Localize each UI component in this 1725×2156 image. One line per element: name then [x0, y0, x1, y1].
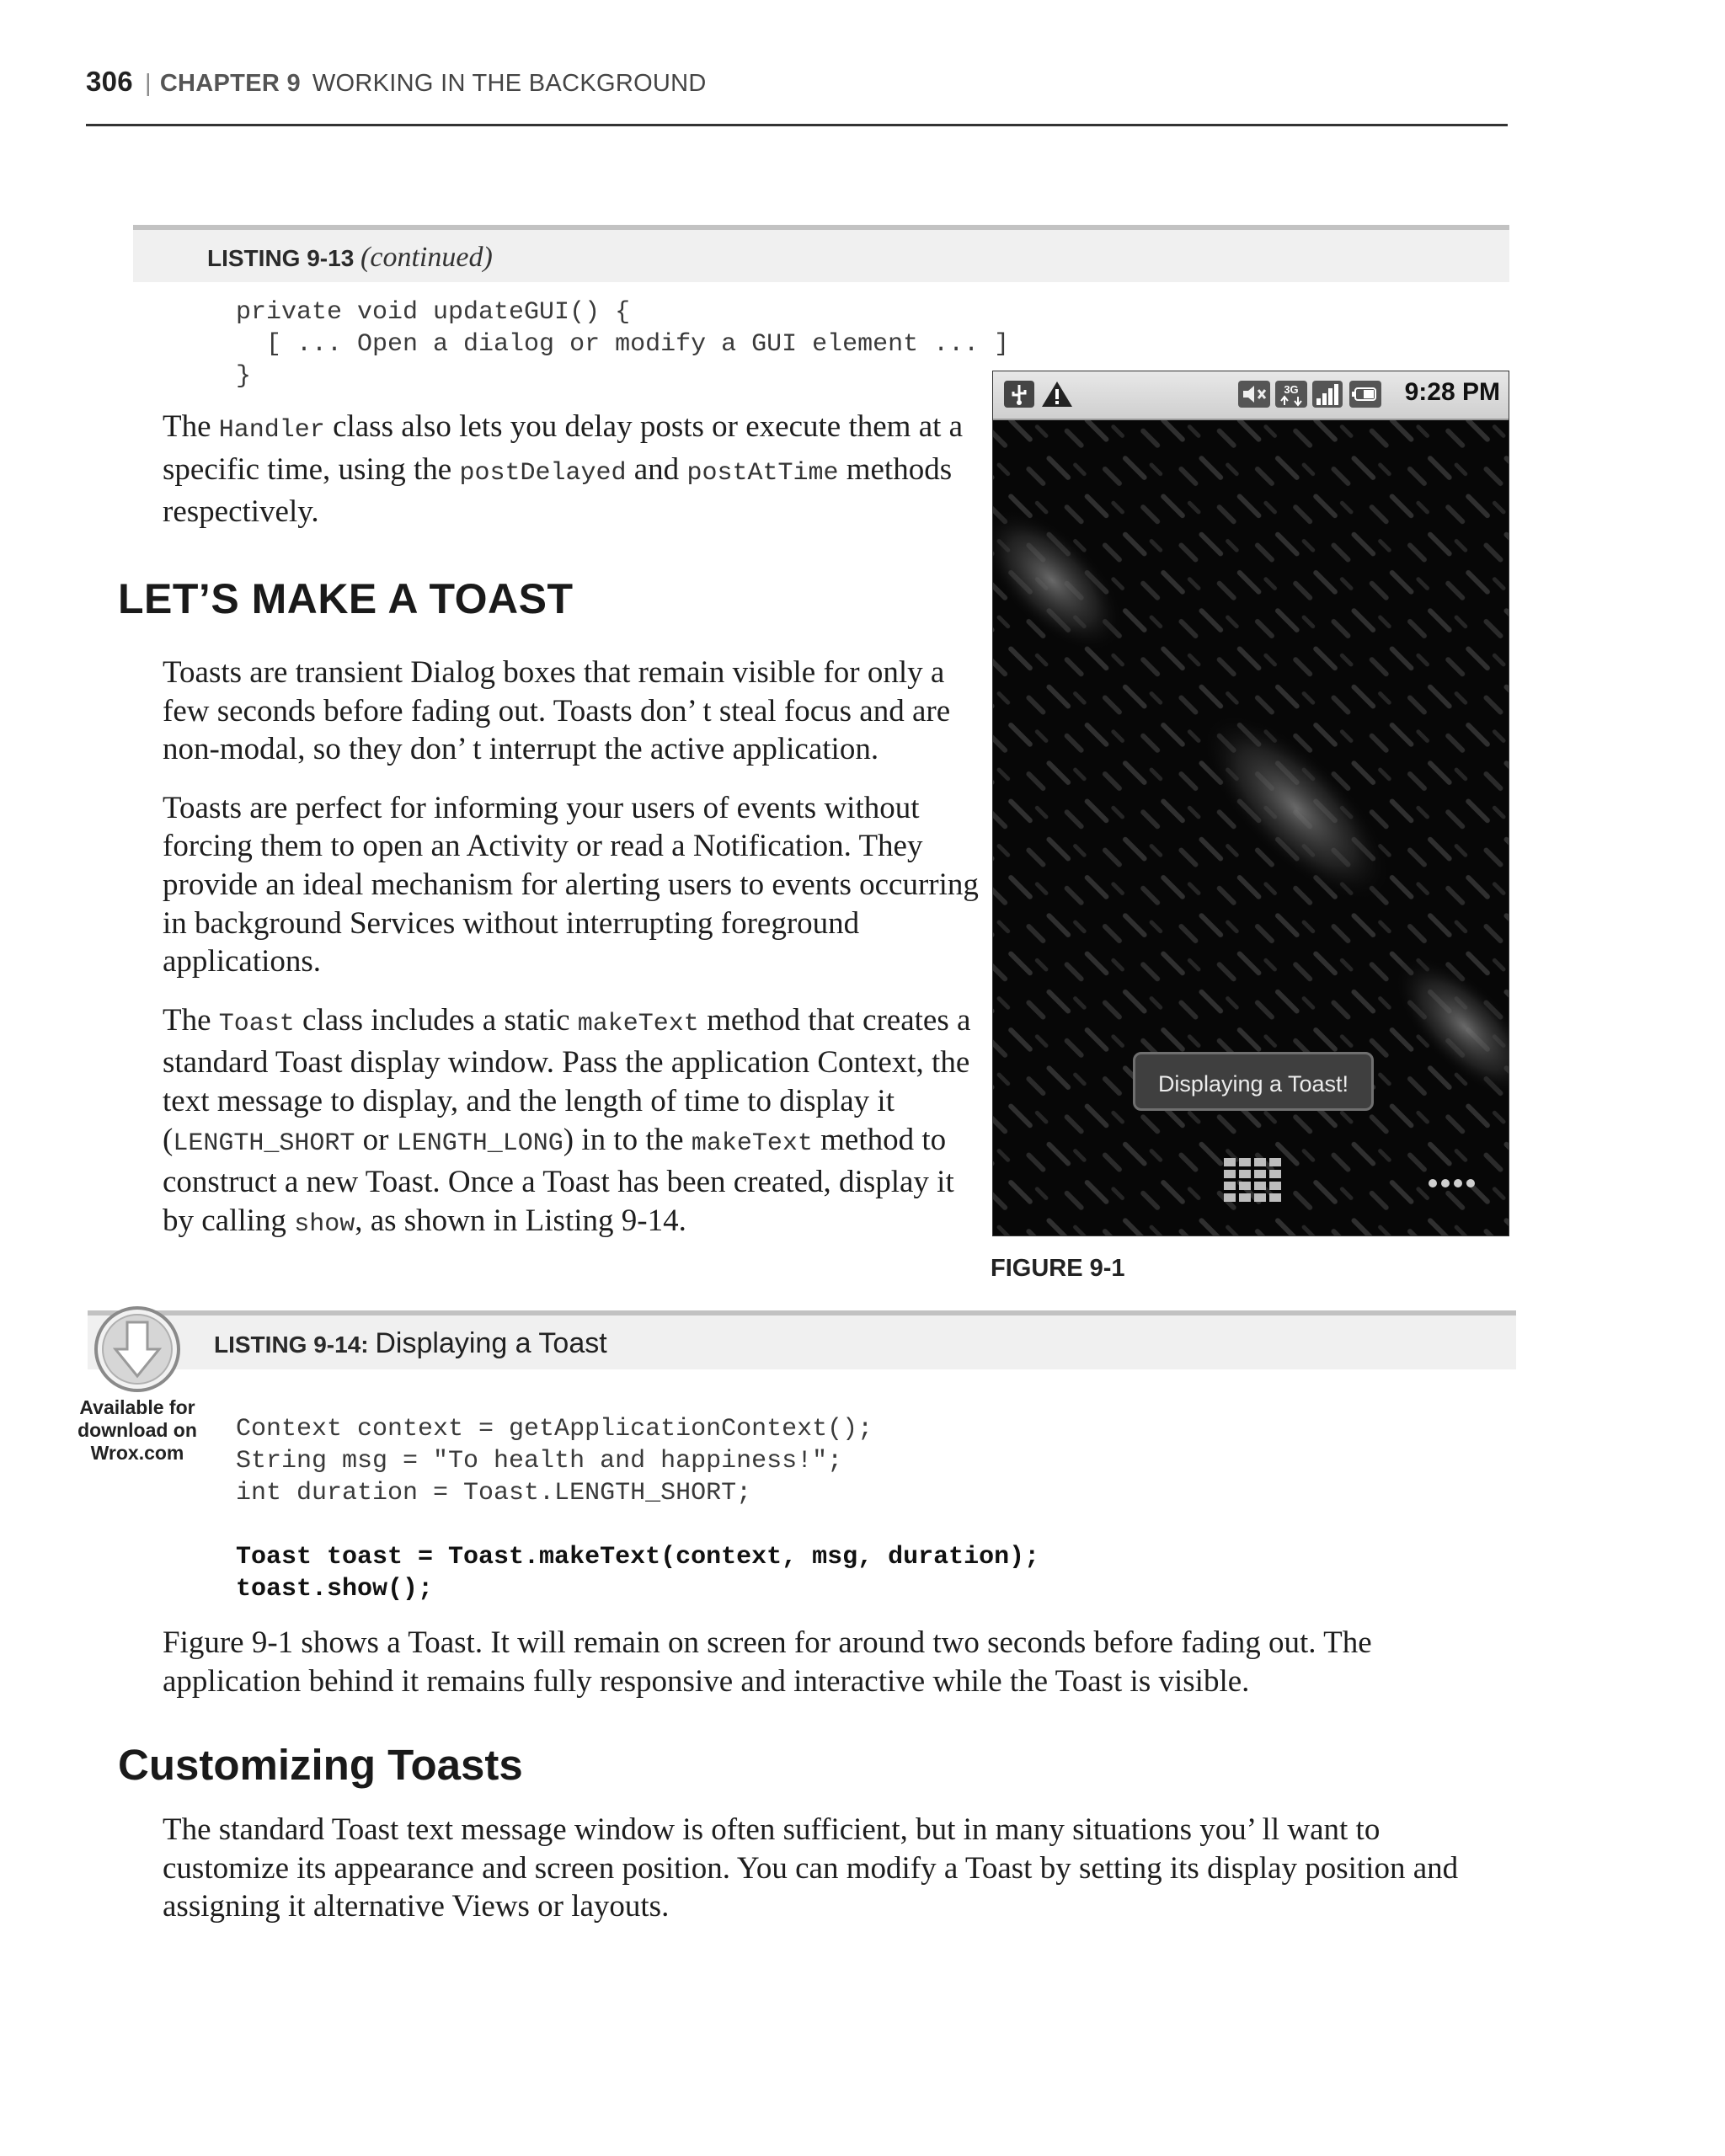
- svg-text:3G: 3G: [1284, 383, 1299, 396]
- inline-code: postDelayed: [459, 458, 627, 488]
- warning-icon: [1040, 380, 1074, 408]
- paragraph: Figure 9-1 shows a Toast. It will remain on screen for around two seconds before fading out. The application behind it remains fully responsive and interactive while the Toast is visible.: [163, 1625, 1372, 1699]
- download-line: download on: [77, 1419, 197, 1441]
- listing-13-title: [207, 242, 493, 274]
- figure-paragraph: [163, 1624, 1510, 1721]
- signal-icon: [1311, 380, 1343, 408]
- text-run: and: [626, 451, 687, 487]
- download-badge[interactable]: [74, 1305, 200, 1465]
- status-time: 9:28 PM: [1404, 378, 1500, 406]
- listing-13-bar: [133, 225, 1509, 282]
- inline-code: LENGTH_LONG: [396, 1129, 563, 1158]
- text-run: class also lets you delay posts or execute them at a specific time, using the: [163, 409, 964, 487]
- text-run: class includes a static: [294, 1002, 578, 1038]
- running-header: [86, 66, 707, 98]
- phone-screenshot: [992, 371, 1509, 1236]
- toast-paragraphs: [163, 654, 984, 1264]
- listing-14-code: [236, 1413, 1039, 1605]
- inline-code: makeText: [691, 1129, 813, 1158]
- customizing-paragraph: [163, 1811, 1510, 1946]
- text-run: or: [355, 1122, 397, 1157]
- inline-code: Handler: [218, 416, 325, 445]
- header-separator: |: [144, 70, 152, 97]
- code-line: [ ... Open a dialog or modify a GUI element ... ]: [236, 330, 1010, 359]
- code-line-bold: toast.show();: [236, 1575, 434, 1604]
- chapter-title: WORKING IN THE BACKGROUND: [312, 70, 707, 97]
- toast-message: Displaying a Toast!: [1133, 1052, 1374, 1111]
- paragraph: Toasts are perfect for informing your users of events without forcing them to open an Activity or read a Notification. They provide an ideal mechanism for alerting users to events occurring in background Services without interrupting foreground applications.: [163, 790, 979, 979]
- code-line-bold: Toast toast = Toast.makeText(context, msg, duration);: [236, 1543, 1040, 1572]
- inline-code: show: [294, 1209, 355, 1239]
- figure-caption: FIGURE 9-1: [991, 1255, 1125, 1282]
- text-run: method that creates a standard Toast display window. Pass the application Context, the text message to display, and the length of time to display it (: [163, 1002, 971, 1157]
- mute-icon: [1237, 380, 1271, 408]
- listing-13-label: LISTING 9-13: [207, 245, 355, 271]
- paragraph: The standard Toast text message window is often sufficient, but in many situations you’ ll want to customize its appearance and screen position. You can modify a Toast by setting its display position and assigning it alternative Views or layouts.: [163, 1812, 1459, 1924]
- listing-14-bar: [88, 1310, 1516, 1369]
- download-line: Wrox.com: [90, 1442, 184, 1464]
- listing-14-label: LISTING 9-14:: [214, 1331, 369, 1358]
- 3g-icon: [1274, 380, 1308, 408]
- code-line: Context context = getApplicationContext();: [236, 1415, 873, 1444]
- code-line: String msg = "To health and happiness!";: [236, 1447, 843, 1476]
- inline-code: postAtTime: [686, 458, 839, 488]
- code-line: private void updateGUI() {: [236, 298, 631, 327]
- listing-14-caption: Displaying a Toast: [375, 1327, 607, 1359]
- section-heading: [118, 574, 574, 623]
- header-rule: [86, 124, 1508, 126]
- handler-paragraph: [163, 408, 971, 552]
- download-caption: [74, 1396, 200, 1465]
- page-number: 306: [86, 66, 133, 97]
- battery-icon: [1348, 380, 1382, 408]
- paragraph: Toasts are transient Dialog boxes that remain visible for only a few seconds before fading out. Toasts don’ t steal focus and are non-modal, so they don’ t interrupt the active application.: [163, 655, 951, 767]
- usb-icon: [1003, 380, 1035, 408]
- inline-code: makeText: [577, 1009, 699, 1038]
- code-line: int duration = Toast.LENGTH_SHORT;: [236, 1479, 752, 1508]
- text-run: The: [163, 409, 219, 444]
- inline-code: Toast: [218, 1009, 295, 1038]
- inline-code: LENGTH_SHORT: [173, 1129, 355, 1158]
- heading-customizing-toasts: Customizing Toasts: [118, 1741, 523, 1789]
- text-run: methods respectively.: [163, 451, 953, 530]
- listing-13-code: [236, 296, 1009, 392]
- text-run: method to construct a new Toast. Once a Toast has been created, display it by calling: [163, 1122, 954, 1238]
- subsection-heading: [118, 1740, 523, 1790]
- download-line: Available for: [79, 1396, 195, 1418]
- code-line: }: [236, 362, 252, 391]
- status-bar: [993, 371, 1509, 420]
- text-run: ) in to the: [563, 1122, 692, 1157]
- text-run: , as shown in Listing 9-14.: [355, 1203, 686, 1238]
- paragraph: [163, 1001, 984, 1245]
- chapter-label: CHAPTER 9: [159, 70, 301, 97]
- heading-lets-make-a-toast: LET’S MAKE A TOAST: [118, 575, 574, 622]
- text-run: The: [163, 1002, 219, 1038]
- listing-14-title: [214, 1327, 607, 1360]
- listing-13-note: (continued): [360, 242, 493, 273]
- download-arrow-icon: [93, 1305, 181, 1393]
